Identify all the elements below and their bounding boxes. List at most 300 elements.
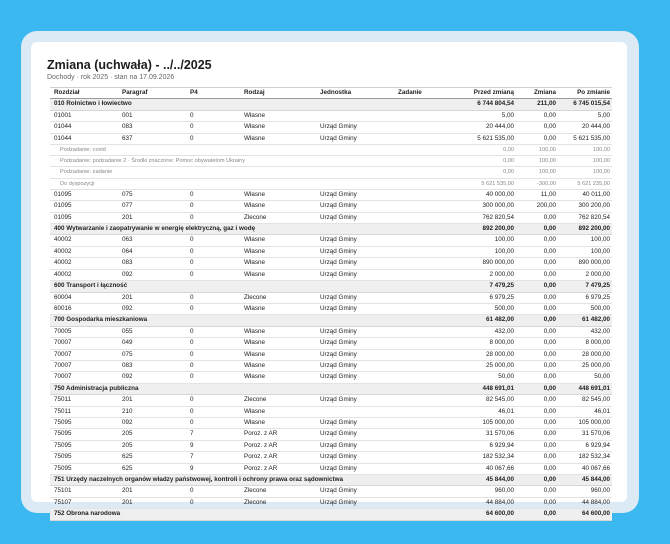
cell-zmiana: 100,00 xyxy=(516,145,558,156)
table-row[interactable] xyxy=(50,212,612,223)
cell-zadanie xyxy=(394,349,454,360)
section-label: 751 Urzędy naczelnych organów władzy państwowej, kontroli i ochrony prawa oraz sądownictwa xyxy=(50,475,454,486)
cell-zmiana: 0,00 xyxy=(516,417,558,428)
subtask-row[interactable] xyxy=(50,167,612,178)
cell-przed-zmiana: 8 000,00 xyxy=(454,338,516,349)
section-label: 600 Transport i łączność xyxy=(50,281,454,292)
subtask-row[interactable] xyxy=(50,156,612,167)
cell-zmiana: 0,00 xyxy=(516,224,558,235)
cell-zmiana: 0,00 xyxy=(516,303,558,314)
cell-rodzaj: Własne xyxy=(240,372,316,383)
cell-rodzaj: Własne xyxy=(240,258,316,269)
cell-po-zmianie: 25 000,00 xyxy=(558,360,612,371)
cell-rozdzial: 01095 xyxy=(50,212,118,223)
cell-zmiana: 0,00 xyxy=(516,497,558,508)
cell-przed-zmiana: 25 000,00 xyxy=(454,360,516,371)
cell-zadanie xyxy=(394,463,454,474)
cell-rozdzial: 70007 xyxy=(50,349,118,360)
cell-po-zmianie: 64 600,00 xyxy=(558,509,612,520)
cell-zadanie xyxy=(394,246,454,257)
table-row[interactable] xyxy=(50,122,612,133)
cell-p4: 9 xyxy=(186,463,240,474)
cell-po-zmianie: 8 000,00 xyxy=(558,338,612,349)
cell-p4: 0 xyxy=(186,326,240,337)
cell-jednostka: Urząd Gminy xyxy=(316,429,394,440)
cell-p4: 0 xyxy=(186,497,240,508)
table-row[interactable] xyxy=(50,258,612,269)
cell-rozdzial: 75095 xyxy=(50,452,118,463)
section-row[interactable] xyxy=(50,383,612,394)
cell-rodzaj: Poroz. z AR xyxy=(240,452,316,463)
cell-po-zmianie: 5,00 xyxy=(558,110,612,121)
cell-zadanie xyxy=(394,486,454,497)
cell-p4: 7 xyxy=(186,452,240,463)
cell-rozdzial: 75095 xyxy=(50,463,118,474)
cell-zadanie xyxy=(394,497,454,508)
col-header-przed-zmiana[interactable]: Przed zmianą xyxy=(454,88,516,99)
table-header-row xyxy=(50,88,612,99)
cell-przed-zmiana: 40 000,00 xyxy=(454,189,516,200)
cell-po-zmianie: 100,00 xyxy=(558,145,612,156)
cell-po-zmianie: 105 000,00 xyxy=(558,417,612,428)
cell-zadanie xyxy=(394,360,454,371)
section-row[interactable] xyxy=(50,475,612,486)
section-row[interactable] xyxy=(50,224,612,235)
cell-zadanie xyxy=(394,303,454,314)
cell-rodzaj: Zlecone xyxy=(240,395,316,406)
cell-paragraf: 201 xyxy=(118,212,186,223)
table-row[interactable] xyxy=(50,110,612,121)
cell-przed-zmiana: 0,00 xyxy=(454,145,516,156)
cell-zmiana: 0,00 xyxy=(516,486,558,497)
cell-rozdzial: 75011 xyxy=(50,406,118,417)
cell-zadanie xyxy=(394,235,454,246)
cell-przed-zmiana: 300 000,00 xyxy=(454,201,516,212)
budget-table xyxy=(50,87,612,521)
cell-paragraf: 083 xyxy=(118,122,186,133)
cell-rozdzial: 75095 xyxy=(50,440,118,451)
cell-jednostka: Urząd Gminy xyxy=(316,235,394,246)
cell-przed-zmiana: 6 744 804,54 xyxy=(454,99,516,110)
cell-paragraf: 205 xyxy=(118,429,186,440)
cell-przed-zmiana: 40 067,66 xyxy=(454,463,516,474)
cell-po-zmianie: 50,00 xyxy=(558,372,612,383)
page-subtitle: Dochody · rok 2025 · stan na 17.09.2026 xyxy=(47,74,175,81)
table-row[interactable] xyxy=(50,303,612,314)
cell-rodzaj: Poroz. z AR xyxy=(240,429,316,440)
cell-p4: 0 xyxy=(186,246,240,257)
cell-rozdzial: 75095 xyxy=(50,429,118,440)
cell-po-zmianie: 100,00 xyxy=(558,156,612,167)
cell-jednostka: Urząd Gminy xyxy=(316,338,394,349)
cell-rodzaj: Własne xyxy=(240,360,316,371)
cell-jednostka: Urząd Gminy xyxy=(316,269,394,280)
cell-rozdzial: 40002 xyxy=(50,246,118,257)
cell-jednostka xyxy=(316,406,394,417)
col-header-zmiana[interactable]: Zmiana xyxy=(516,88,558,99)
cell-jednostka: Urząd Gminy xyxy=(316,463,394,474)
cell-paragraf: 210 xyxy=(118,406,186,417)
cell-przed-zmiana: 7 479,25 xyxy=(454,281,516,292)
section-label: 752 Obrona narodowa xyxy=(50,509,454,520)
cell-po-zmianie: 100,00 xyxy=(558,167,612,178)
col-header-po-zmianie[interactable]: Po zmianie xyxy=(558,88,612,99)
table-row[interactable] xyxy=(50,349,612,360)
section-row[interactable] xyxy=(50,281,612,292)
cell-po-zmianie: 31 570,06 xyxy=(558,429,612,440)
cell-paragraf: 064 xyxy=(118,246,186,257)
cell-przed-zmiana: 44 884,00 xyxy=(454,497,516,508)
cell-przed-zmiana: 105 000,00 xyxy=(454,417,516,428)
cell-p4: 0 xyxy=(186,303,240,314)
cell-przed-zmiana: 890 000,00 xyxy=(454,258,516,269)
cell-zmiana: 0,00 xyxy=(516,246,558,257)
cell-p4: 0 xyxy=(186,201,240,212)
cell-zmiana: 0,00 xyxy=(516,212,558,223)
cell-zadanie xyxy=(394,326,454,337)
cell-zmiana: 11,00 xyxy=(516,189,558,200)
subtask-label: Do dyspozycji xyxy=(50,178,454,189)
cell-po-zmianie: 46,01 xyxy=(558,406,612,417)
cell-po-zmianie: 6 745 015,54 xyxy=(558,99,612,110)
section-label: 700 Gospodarka mieszkaniowa xyxy=(50,315,454,326)
table-row[interactable] xyxy=(50,269,612,280)
cell-paragraf: 205 xyxy=(118,440,186,451)
cell-jednostka: Urząd Gminy xyxy=(316,292,394,303)
cell-przed-zmiana: 5,00 xyxy=(454,110,516,121)
cell-rozdzial: 60016 xyxy=(50,303,118,314)
cell-paragraf: 092 xyxy=(118,417,186,428)
cell-po-zmianie: 100,00 xyxy=(558,246,612,257)
subtask-label: Podzadanie: covid xyxy=(50,145,454,156)
cell-zmiana: 0,00 xyxy=(516,133,558,144)
cell-paragraf: 075 xyxy=(118,189,186,200)
cell-rodzaj: Zlecone xyxy=(240,292,316,303)
cell-zmiana: 200,00 xyxy=(516,201,558,212)
cell-przed-zmiana: 762 820,54 xyxy=(454,212,516,223)
cell-paragraf: 201 xyxy=(118,395,186,406)
cell-p4: 0 xyxy=(186,258,240,269)
cell-przed-zmiana: 0,00 xyxy=(454,167,516,178)
cell-przed-zmiana: 46,01 xyxy=(454,406,516,417)
cell-po-zmianie: 7 479,25 xyxy=(558,281,612,292)
cell-po-zmianie: 82 545,00 xyxy=(558,395,612,406)
cell-jednostka: Urząd Gminy xyxy=(316,360,394,371)
cell-jednostka: Urząd Gminy xyxy=(316,122,394,133)
col-header-jednostka[interactable]: Jednostka xyxy=(316,88,394,99)
cell-zmiana: 0,00 xyxy=(516,110,558,121)
cell-przed-zmiana: 5 621 535,00 xyxy=(454,178,516,189)
cell-przed-zmiana: 45 844,00 xyxy=(454,475,516,486)
cell-zmiana: 0,00 xyxy=(516,338,558,349)
table-row[interactable] xyxy=(50,133,612,144)
cell-zadanie xyxy=(394,110,454,121)
table-row[interactable] xyxy=(50,452,612,463)
cell-paragraf: 092 xyxy=(118,303,186,314)
cell-po-zmianie: 5 621 535,00 xyxy=(558,133,612,144)
cell-rodzaj: Własne xyxy=(240,122,316,133)
cell-po-zmianie: 960,00 xyxy=(558,486,612,497)
cell-przed-zmiana: 448 691,01 xyxy=(454,383,516,394)
cell-p4: 0 xyxy=(186,417,240,428)
cell-p4: 0 xyxy=(186,235,240,246)
cell-jednostka: Urząd Gminy xyxy=(316,326,394,337)
cell-po-zmianie: 40 011,00 xyxy=(558,189,612,200)
cell-jednostka: Urząd Gminy xyxy=(316,417,394,428)
cell-zmiana: 0,00 xyxy=(516,122,558,133)
cell-p4: 0 xyxy=(186,269,240,280)
cell-przed-zmiana: 100,00 xyxy=(454,246,516,257)
cell-jednostka: Urząd Gminy xyxy=(316,303,394,314)
cell-paragraf: 625 xyxy=(118,463,186,474)
cell-po-zmianie: 890 000,00 xyxy=(558,258,612,269)
cell-paragraf: 201 xyxy=(118,486,186,497)
cell-zmiana: 0,00 xyxy=(516,360,558,371)
cell-zmiana: 0,00 xyxy=(516,235,558,246)
cell-p4: 0 xyxy=(186,212,240,223)
cell-po-zmianie: 6 979,25 xyxy=(558,292,612,303)
cell-jednostka: Urząd Gminy xyxy=(316,440,394,451)
cell-zadanie xyxy=(394,395,454,406)
section-row[interactable] xyxy=(50,315,612,326)
cell-rodzaj: Własne xyxy=(240,133,316,144)
table-row[interactable] xyxy=(50,235,612,246)
cell-rozdzial: 40002 xyxy=(50,258,118,269)
cell-rozdzial: 70005 xyxy=(50,326,118,337)
cell-jednostka: Urząd Gminy xyxy=(316,395,394,406)
cell-po-zmianie: 300 200,00 xyxy=(558,201,612,212)
cell-rozdzial: 01001 xyxy=(50,110,118,121)
cell-rozdzial: 01095 xyxy=(50,189,118,200)
cell-po-zmianie: 5 621 235,00 xyxy=(558,178,612,189)
section-row[interactable] xyxy=(50,99,612,110)
document-card xyxy=(31,42,627,518)
table-row[interactable] xyxy=(50,246,612,257)
cell-zmiana: 0,00 xyxy=(516,349,558,360)
cell-p4: 7 xyxy=(186,429,240,440)
cell-rodzaj: Własne xyxy=(240,246,316,257)
section-label: 750 Administracja publiczna xyxy=(50,383,454,394)
cell-p4: 0 xyxy=(186,372,240,383)
cell-po-zmianie: 45 844,00 xyxy=(558,475,612,486)
cell-zadanie xyxy=(394,406,454,417)
cell-p4: 0 xyxy=(186,122,240,133)
cell-przed-zmiana: 432,00 xyxy=(454,326,516,337)
cell-zadanie xyxy=(394,429,454,440)
cell-jednostka: Urząd Gminy xyxy=(316,246,394,257)
cell-rozdzial: 70007 xyxy=(50,372,118,383)
cell-przed-zmiana: 892 200,00 xyxy=(454,224,516,235)
cell-rodzaj: Własne xyxy=(240,406,316,417)
cell-paragraf: 092 xyxy=(118,372,186,383)
col-header-zadanie[interactable]: Zadanie xyxy=(394,88,454,99)
cell-rozdzial: 40002 xyxy=(50,269,118,280)
cell-paragraf: 201 xyxy=(118,497,186,508)
cell-p4: 0 xyxy=(186,292,240,303)
table-row[interactable] xyxy=(50,326,612,337)
cell-po-zmianie: 100,00 xyxy=(558,235,612,246)
cell-paragraf: 201 xyxy=(118,292,186,303)
cell-jednostka: Urząd Gminy xyxy=(316,258,394,269)
section-row[interactable] xyxy=(50,509,612,520)
cell-zmiana: 0,00 xyxy=(516,463,558,474)
cell-jednostka: Urząd Gminy xyxy=(316,189,394,200)
cell-jednostka xyxy=(316,110,394,121)
cell-p4: 9 xyxy=(186,440,240,451)
cell-przed-zmiana: 50,00 xyxy=(454,372,516,383)
cell-przed-zmiana: 64 600,00 xyxy=(454,509,516,520)
cell-p4: 0 xyxy=(186,133,240,144)
cell-przed-zmiana: 61 482,00 xyxy=(454,315,516,326)
cell-zmiana: 0,00 xyxy=(516,372,558,383)
table-row[interactable] xyxy=(50,189,612,200)
table-row[interactable] xyxy=(50,463,612,474)
cell-rodzaj: Zlecone xyxy=(240,486,316,497)
table-row[interactable] xyxy=(50,429,612,440)
cell-paragraf: 083 xyxy=(118,258,186,269)
table-row[interactable] xyxy=(50,201,612,212)
section-label: 400 Wytwarzanie i zaopatrywanie w energię elektryczną, gaz i wodę xyxy=(50,224,454,235)
cell-rodzaj: Zlecone xyxy=(240,212,316,223)
col-header-p4[interactable]: P4 xyxy=(186,88,240,99)
cell-paragraf: 001 xyxy=(118,110,186,121)
cell-jednostka: Urząd Gminy xyxy=(316,497,394,508)
table-row[interactable] xyxy=(50,406,612,417)
cell-paragraf: 625 xyxy=(118,452,186,463)
cell-rodzaj: Własne xyxy=(240,110,316,121)
cell-p4: 0 xyxy=(186,360,240,371)
cell-p4: 0 xyxy=(186,406,240,417)
cell-paragraf: 055 xyxy=(118,326,186,337)
cell-zmiana: 0,00 xyxy=(516,509,558,520)
cell-przed-zmiana: 82 545,00 xyxy=(454,395,516,406)
cell-zadanie xyxy=(394,440,454,451)
cell-po-zmianie: 182 532,34 xyxy=(558,452,612,463)
cell-zmiana: 0,00 xyxy=(516,440,558,451)
table-row[interactable] xyxy=(50,486,612,497)
cell-zmiana: 0,00 xyxy=(516,281,558,292)
subtask-row[interactable] xyxy=(50,145,612,156)
table-row[interactable] xyxy=(50,440,612,451)
cell-przed-zmiana: 31 570,06 xyxy=(454,429,516,440)
cell-jednostka: Urząd Gminy xyxy=(316,201,394,212)
cell-rozdzial: 70007 xyxy=(50,360,118,371)
cell-rodzaj: Własne xyxy=(240,338,316,349)
cell-przed-zmiana: 6 929,94 xyxy=(454,440,516,451)
cell-zadanie xyxy=(394,212,454,223)
cell-przed-zmiana: 960,00 xyxy=(454,486,516,497)
cell-po-zmianie: 28 000,00 xyxy=(558,349,612,360)
cell-zmiana: 0,00 xyxy=(516,452,558,463)
cell-paragraf: 063 xyxy=(118,235,186,246)
cell-zmiana: 211,00 xyxy=(516,99,558,110)
cell-zadanie xyxy=(394,122,454,133)
cell-przed-zmiana: 6 979,25 xyxy=(454,292,516,303)
cell-paragraf: 637 xyxy=(118,133,186,144)
cell-rodzaj: Zlecone xyxy=(240,497,316,508)
cell-jednostka: Urząd Gminy xyxy=(316,133,394,144)
cell-p4: 0 xyxy=(186,349,240,360)
cell-zadanie xyxy=(394,133,454,144)
cell-p4: 0 xyxy=(186,110,240,121)
cell-zmiana: -300,00 xyxy=(516,178,558,189)
cell-paragraf: 049 xyxy=(118,338,186,349)
cell-rodzaj: Własne xyxy=(240,326,316,337)
cell-rodzaj: Własne xyxy=(240,269,316,280)
col-header-rozdzial[interactable]: Rozdział xyxy=(50,88,118,99)
cell-rodzaj: Własne xyxy=(240,303,316,314)
section-label: 010 Rolnictwo i łowiectwo xyxy=(50,99,454,110)
cell-zmiana: 0,00 xyxy=(516,326,558,337)
cell-rodzaj: Własne xyxy=(240,201,316,212)
cell-przed-zmiana: 500,00 xyxy=(454,303,516,314)
table-row[interactable] xyxy=(50,417,612,428)
table-row[interactable] xyxy=(50,360,612,371)
cell-rozdzial: 70007 xyxy=(50,338,118,349)
cell-rozdzial: 01095 xyxy=(50,201,118,212)
cell-po-zmianie: 40 067,66 xyxy=(558,463,612,474)
cell-zadanie xyxy=(394,258,454,269)
cell-po-zmianie: 20 444,00 xyxy=(558,122,612,133)
cell-po-zmianie: 61 482,00 xyxy=(558,315,612,326)
col-header-paragraf[interactable]: Paragraf xyxy=(118,88,186,99)
cell-po-zmianie: 500,00 xyxy=(558,303,612,314)
cell-rodzaj: Własne xyxy=(240,235,316,246)
col-header-rodzaj[interactable]: Rodzaj xyxy=(240,88,316,99)
cell-paragraf: 077 xyxy=(118,201,186,212)
cell-rozdzial: 01044 xyxy=(50,122,118,133)
cell-zmiana: 100,00 xyxy=(516,167,558,178)
cell-jednostka: Urząd Gminy xyxy=(316,486,394,497)
cell-rodzaj: Własne xyxy=(240,349,316,360)
table-row[interactable] xyxy=(50,292,612,303)
subtask-row[interactable] xyxy=(50,178,612,189)
cell-po-zmianie: 44 884,00 xyxy=(558,497,612,508)
cell-jednostka: Urząd Gminy xyxy=(316,452,394,463)
table-row[interactable] xyxy=(50,395,612,406)
subtask-label: Podzadanie: zadanie xyxy=(50,167,454,178)
cell-zmiana: 0,00 xyxy=(516,429,558,440)
cell-rozdzial: 75011 xyxy=(50,395,118,406)
cell-przed-zmiana: 100,00 xyxy=(454,235,516,246)
cell-zadanie xyxy=(394,292,454,303)
cell-jednostka: Urząd Gminy xyxy=(316,212,394,223)
table-row[interactable] xyxy=(50,497,612,508)
cell-zmiana: 0,00 xyxy=(516,315,558,326)
cell-zadanie xyxy=(394,189,454,200)
cell-po-zmianie: 2 000,00 xyxy=(558,269,612,280)
table-row[interactable] xyxy=(50,338,612,349)
cell-rozdzial: 75101 xyxy=(50,486,118,497)
cell-p4: 0 xyxy=(186,189,240,200)
cell-zadanie xyxy=(394,417,454,428)
cell-przed-zmiana: 0,00 xyxy=(454,156,516,167)
cell-rodzaj: Poroz. z AR xyxy=(240,463,316,474)
cell-jednostka: Urząd Gminy xyxy=(316,372,394,383)
cell-rodzaj: Własne xyxy=(240,417,316,428)
cell-rozdzial: 60004 xyxy=(50,292,118,303)
cell-przed-zmiana: 182 532,34 xyxy=(454,452,516,463)
cell-paragraf: 092 xyxy=(118,269,186,280)
cell-przed-zmiana: 28 000,00 xyxy=(454,349,516,360)
table-body xyxy=(50,99,612,520)
cell-po-zmianie: 6 929,94 xyxy=(558,440,612,451)
cell-rozdzial: 75095 xyxy=(50,417,118,428)
page-title: Zmiana (uchwała) - ../../2025 xyxy=(47,58,212,72)
cell-rozdzial: 40002 xyxy=(50,235,118,246)
cell-zadanie xyxy=(394,452,454,463)
table-row[interactable] xyxy=(50,372,612,383)
